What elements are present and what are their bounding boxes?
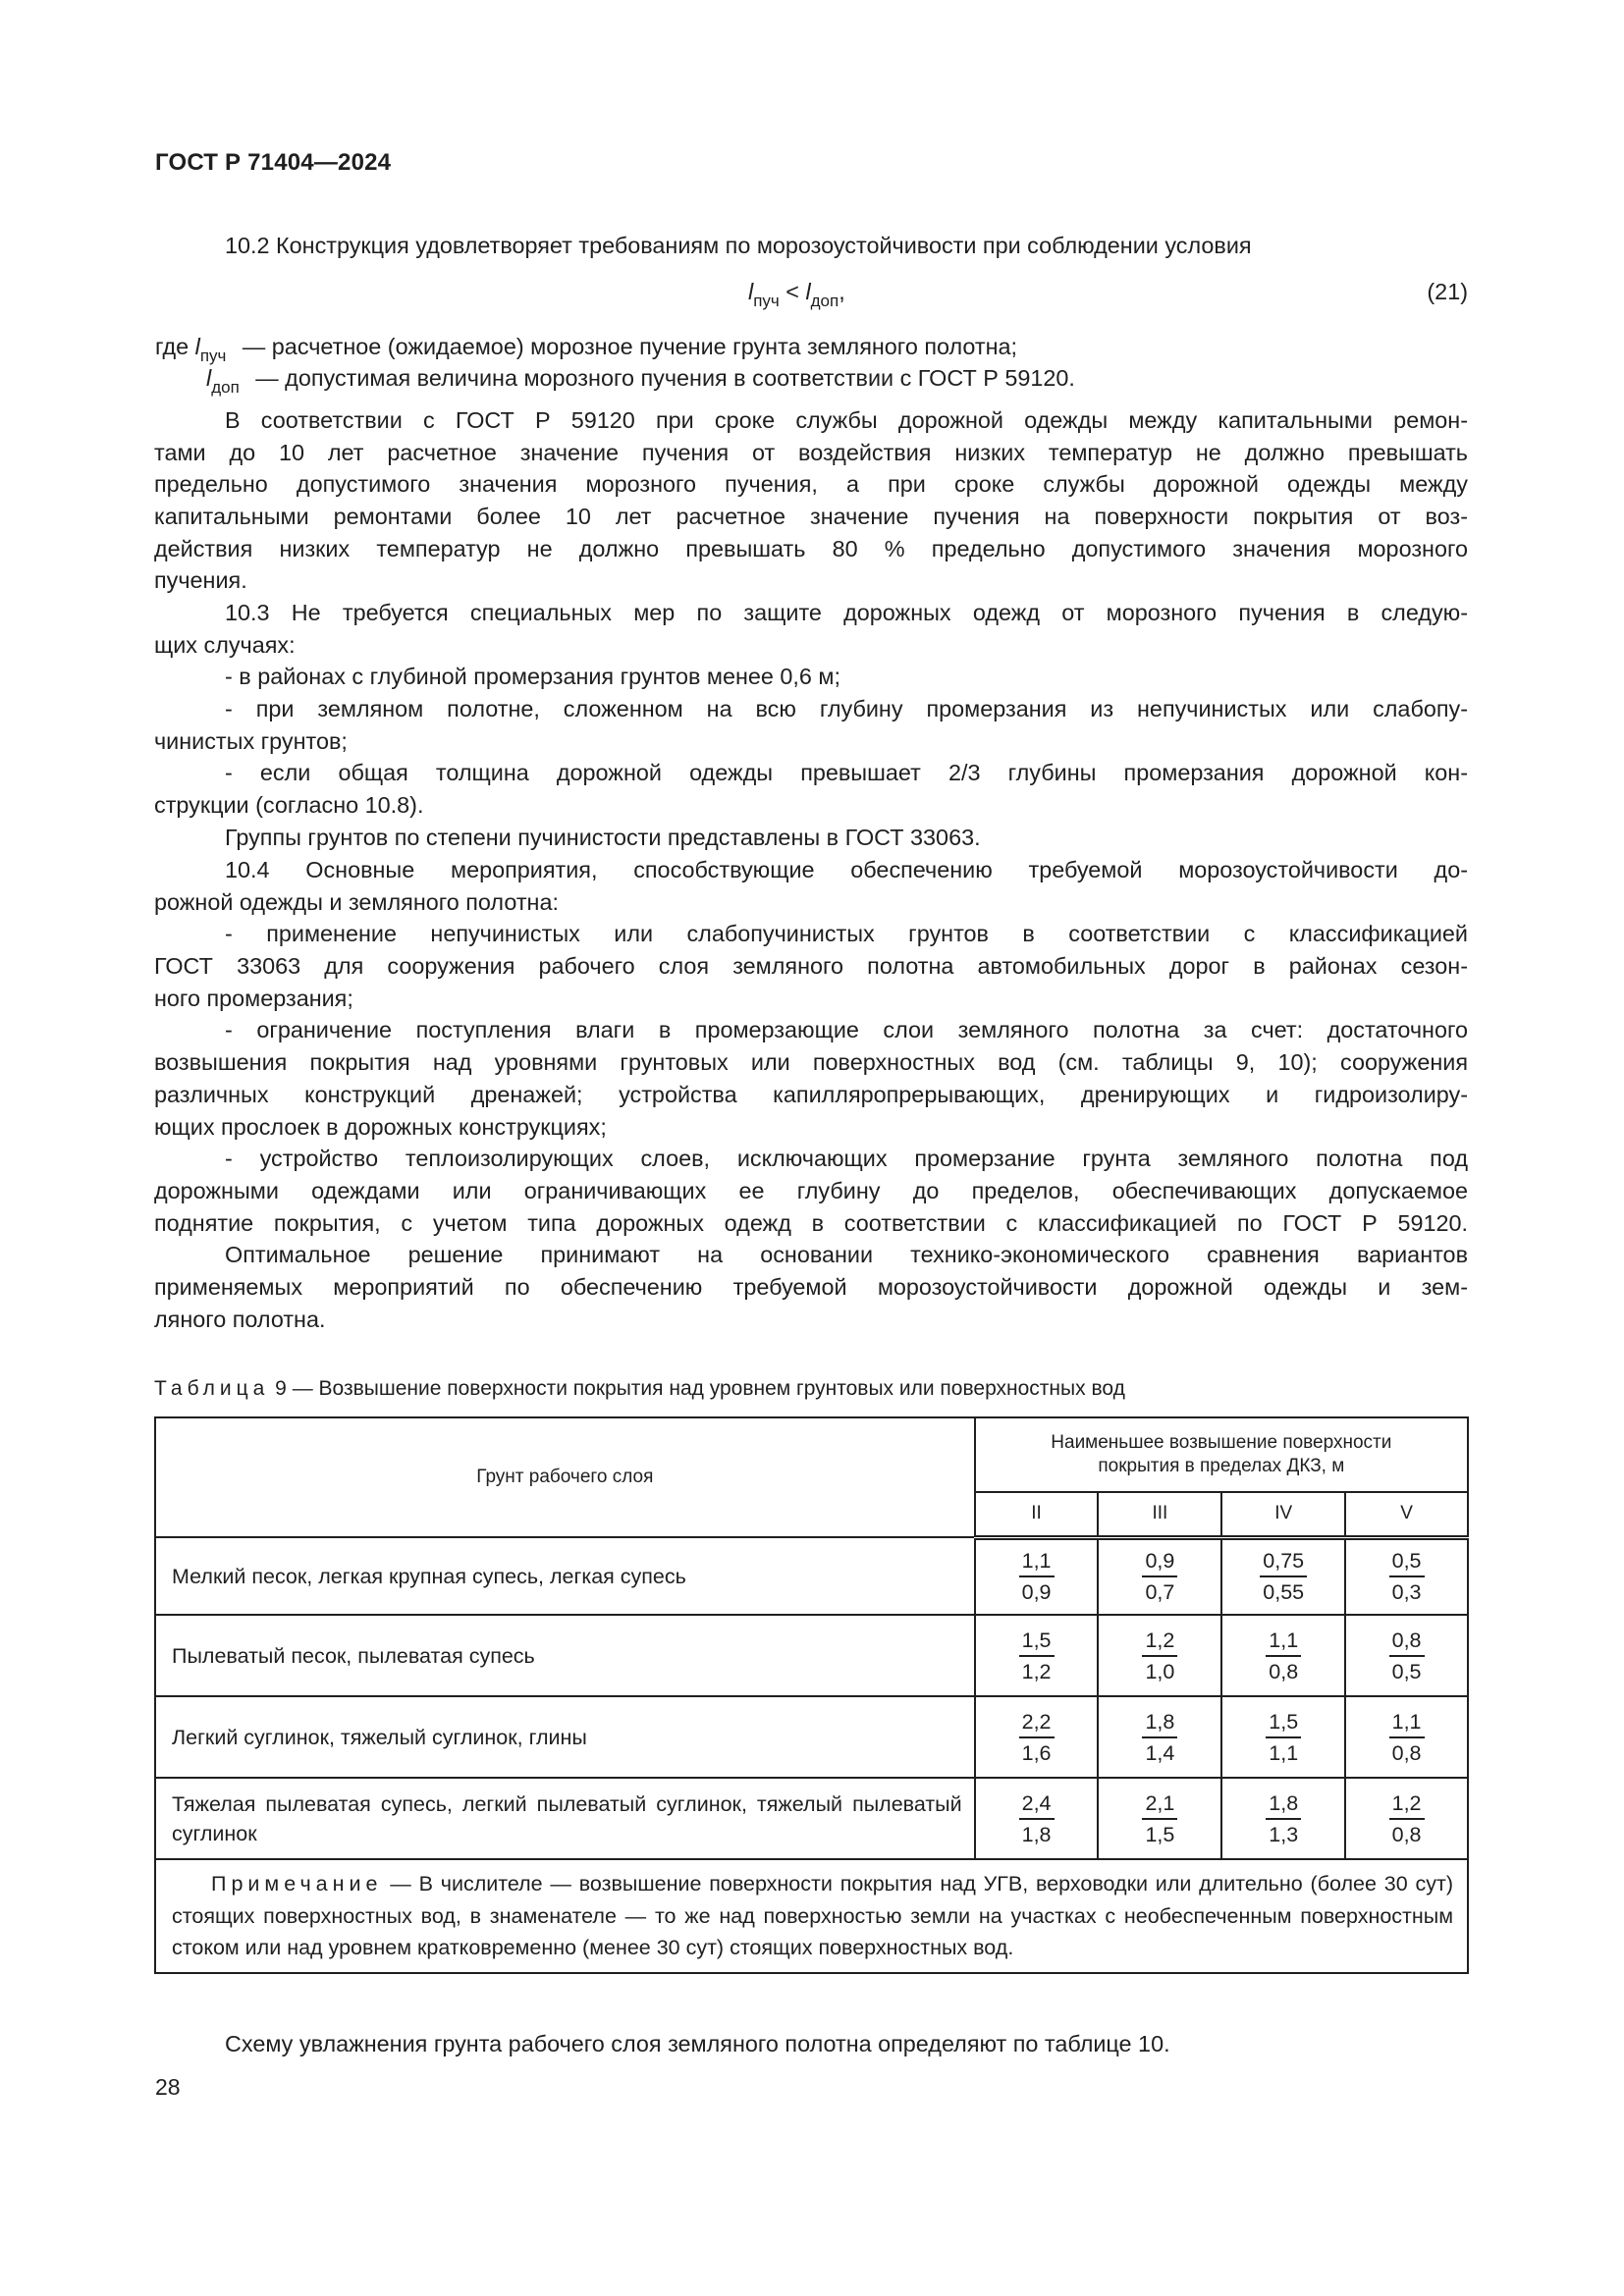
list-item-continuation: поднятие покрытия, с учетом типа дорожных одежд в соответствии с классификацией по ГОСТ Р 59120. [154, 1209, 1468, 1236]
numerator: 1,5 [1019, 1626, 1055, 1657]
definition-l-puch [155, 334, 1018, 365]
table-9-caption [154, 1377, 1125, 1401]
denominator: 0,8 [1391, 1740, 1422, 1765]
header-zone-III: III [1098, 1492, 1221, 1537]
definition-var: l [194, 334, 200, 359]
section-10-4 [154, 854, 1468, 1335]
numerator: 1,2 [1389, 1789, 1425, 1820]
header-zone-II: II [975, 1492, 1099, 1537]
soil-cell: Мелкий песок, легкая крупная супесь, легкая супесь [155, 1537, 975, 1615]
value-cell [1098, 1615, 1221, 1696]
note-label: Примечание [211, 1872, 383, 1896]
list-item: - применение непучинистых или слабопучинистых грунтов в соответствии с классификацией [225, 921, 1468, 947]
denominator: 1,2 [1021, 1659, 1052, 1683]
list-item-continuation: ГОСТ 33063 для сооружения рабочего слоя земляного полотна автомобильных дорог в районах сезон- [154, 953, 1468, 980]
denominator: 1,6 [1021, 1740, 1052, 1765]
header-zone-IV: IV [1221, 1492, 1345, 1537]
table-caption-text: 9 — Возвышение поверхности покрытия над уровнем грунтовых или поверхностных вод [269, 1377, 1125, 1400]
table-note-row [155, 1859, 1468, 1973]
denominator: 0,55 [1263, 1580, 1305, 1605]
value-cell [1221, 1615, 1345, 1696]
value-cell [1221, 1696, 1345, 1778]
denominator: 1,4 [1145, 1740, 1175, 1765]
table-row [155, 1537, 1468, 1615]
numerator: 1,1 [1266, 1626, 1301, 1657]
header-zone-V: V [1345, 1492, 1468, 1537]
denominator: 1,8 [1021, 1822, 1052, 1846]
value-cell [975, 1615, 1099, 1696]
definition-l-dop [206, 365, 1075, 397]
denominator: 0,7 [1145, 1580, 1175, 1605]
value-cell [1345, 1537, 1468, 1615]
header-line: покрытия в пределах ДКЗ, м [1098, 1456, 1345, 1476]
paragraph-gost-59120 [154, 404, 1468, 597]
value-cell [1345, 1778, 1468, 1859]
soil-cell: Пылеватый песок, пылеватая супесь [155, 1615, 975, 1696]
definition-sub: доп [211, 378, 240, 397]
paragraph-line: предельно допустимого значения морозного пучения, а при сроке службы дорожной одежды между [154, 471, 1468, 498]
table-9 [154, 1416, 1469, 1974]
list-item-continuation: возвышения покрытия над уровнями грунтовых или поверхностных вод (см. таблицы 9, 10); сооружения [154, 1049, 1468, 1076]
numerator: 1,8 [1142, 1707, 1177, 1738]
paragraph-line: рожной одежды и земляного полотна: [154, 888, 559, 915]
list-item-continuation: ющих прослоек в дорожных конструкциях; [154, 1113, 607, 1140]
formula-lhs-var: l [748, 279, 754, 304]
header-line: Наименьшее возвышение поверхности [1051, 1432, 1392, 1453]
formula-lhs-sub: пуч [753, 292, 780, 310]
value-cell [1221, 1778, 1345, 1859]
list-item: - ограничение поступления влаги в промерзающие слои земляного полотна за счет: достаточного [225, 1017, 1468, 1043]
paragraph-line: пучения. [154, 567, 247, 594]
header-soil: Грунт рабочего слоя [155, 1417, 975, 1537]
definition-text: — допустимая величина морозного пучения в соответствии с ГОСТ Р 59120. [255, 365, 1075, 391]
numerator: 1,2 [1142, 1626, 1177, 1657]
value-cell [1221, 1537, 1345, 1615]
numerator: 1,8 [1266, 1789, 1301, 1820]
formula-rhs-sub: доп [810, 292, 839, 310]
numerator: 2,2 [1019, 1707, 1055, 1738]
page-number: 28 [155, 2074, 181, 2100]
formula-operator: < [779, 279, 806, 304]
soil-cell: Легкий суглинок, тяжелый суглинок, глины [155, 1696, 975, 1778]
table-note [155, 1859, 1468, 1973]
value-cell [1098, 1696, 1221, 1778]
numerator: 1,1 [1389, 1707, 1425, 1738]
table-row [155, 1696, 1468, 1778]
numerator: 2,4 [1019, 1789, 1055, 1820]
section-10-3 [154, 597, 1468, 854]
denominator: 1,3 [1269, 1822, 1299, 1846]
value-cell [975, 1696, 1099, 1778]
table-header-row [155, 1417, 1468, 1492]
value-cell [975, 1537, 1099, 1615]
denominator: 0,8 [1391, 1822, 1422, 1846]
list-item-continuation: чинистых грунтов; [154, 727, 348, 754]
definition-prefix: где [155, 334, 195, 359]
equation-number: (21) [1427, 279, 1468, 304]
denominator: 0,5 [1391, 1659, 1422, 1683]
formula-rhs-var: l [805, 279, 811, 304]
definition-text: — расчетное (ожидаемое) морозное пучение грунта земляного полотна; [242, 334, 1018, 359]
denominator: 0,9 [1021, 1580, 1052, 1605]
table-caption-label: Таблица [154, 1377, 270, 1400]
denominator: 1,5 [1145, 1822, 1175, 1846]
denominator: 1,0 [1145, 1659, 1175, 1683]
paragraph-line: 10.3 Не требуется специальных мер по защите дорожных одежд от морозного пучения в следую- [225, 600, 1468, 625]
list-item: - при земляном полотне, сложенном на всю глубину промерзания из непучинистых или слабопу- [225, 696, 1468, 722]
value-cell [1098, 1537, 1221, 1615]
list-item-continuation: различных конструкций дренажей; устройства капилляропрерывающих, дренирующих и гидроизолиру- [154, 1081, 1468, 1107]
numerator: 1,1 [1019, 1546, 1055, 1577]
definition-var: l [206, 365, 212, 391]
list-item-continuation: ного промерзания; [154, 985, 353, 1011]
denominator: 0,3 [1391, 1580, 1422, 1605]
definition-sub: пуч [199, 347, 227, 365]
paragraph-line: 10.2 Конструкция удовлетворяет требованиям по морозоустойчивости при соблюдении условия [225, 233, 1252, 258]
paragraph-line: тами до 10 лет расчетное значение пучения от воздействия низких температур не должно превышать [154, 439, 1468, 465]
list-item: - в районах с глубиной промерзания грунтов менее 0,6 м; [225, 664, 840, 690]
list-item-continuation: дорожными одеждами или ограничивающих ее глубину до пределов, обеспечивающих допускаемое [154, 1177, 1468, 1203]
paragraph-line: ляного полотна. [154, 1306, 326, 1332]
table-row [155, 1615, 1468, 1696]
numerator: 0,75 [1260, 1546, 1307, 1577]
denominator: 1,1 [1269, 1740, 1299, 1765]
soil-cell: Тяжелая пылеватая супесь, легкий пылеватый суглинок, тяжелый пылеватый суглинок [155, 1778, 975, 1859]
paragraph-line: Группы грунтов по степени пучинистости представлены в ГОСТ 33063. [225, 824, 981, 850]
paragraph-line: капитальными ремонтами более 10 лет расчетное значение пучения на поверхности покрытия от воз- [154, 504, 1468, 530]
paragraph-line: Оптимальное решение принимают на основании технико-экономического сравнения вариантов [225, 1242, 1468, 1268]
denominator: 0,8 [1269, 1659, 1299, 1683]
paragraph-line: В соответствии с ГОСТ Р 59120 при сроке службы дорожной одежды между капитальными ремон- [225, 407, 1468, 433]
header-min-elevation [975, 1417, 1468, 1492]
paragraph-line: щих случаях: [154, 631, 296, 658]
closing-paragraph: Схему увлажнения грунта рабочего слоя земляного полотна определяют по таблице 10. [225, 2031, 1170, 2056]
formula-trail: , [839, 279, 845, 304]
numerator: 0,8 [1389, 1626, 1425, 1657]
numerator: 0,5 [1389, 1546, 1425, 1577]
paragraph-line: 10.4 Основные мероприятия, способствующие обеспечению требуемой морозоустойчивости до- [225, 857, 1468, 882]
paragraph-line: действия низких температур не должно превышать 80 % предельно допустимого значения морозного [154, 535, 1468, 561]
value-cell [1345, 1615, 1468, 1696]
table-row [155, 1778, 1468, 1859]
list-item: - если общая толщина дорожной одежды превышает 2/3 глубины промерзания дорожной кон- [225, 760, 1468, 786]
section-10-2-intro [154, 230, 1468, 262]
list-item-continuation: струкции (согласно 10.8). [154, 792, 424, 819]
list-item: - устройство теплоизолирующих слоев, исключающих промерзание грунта земляного полотна под [225, 1146, 1468, 1172]
numerator: 2,1 [1142, 1789, 1177, 1820]
numerator: 1,5 [1266, 1707, 1301, 1738]
note-text: — В числителе — возвышение поверхности покрытия над УГВ, верховодки или длительно (более 30 сут) стоящих поверхностных вод, в знаменателе — то же над поверхностью земли на участках с необеспеченным поверхностным стоком или над уровнем кратковременно (менее 30 сут) стоящих поверхностных вод. [172, 1872, 1453, 1959]
paragraph-line: применяемых мероприятий по обеспечению требуемой морозоустойчивости дорожной одежды и зем- [154, 1273, 1468, 1300]
value-cell [1098, 1778, 1221, 1859]
numerator: 0,9 [1142, 1546, 1177, 1577]
value-cell [975, 1778, 1099, 1859]
document-header: ГОСТ Р 71404—2024 [155, 149, 392, 176]
formula-21 [748, 279, 845, 310]
value-cell [1345, 1696, 1468, 1778]
